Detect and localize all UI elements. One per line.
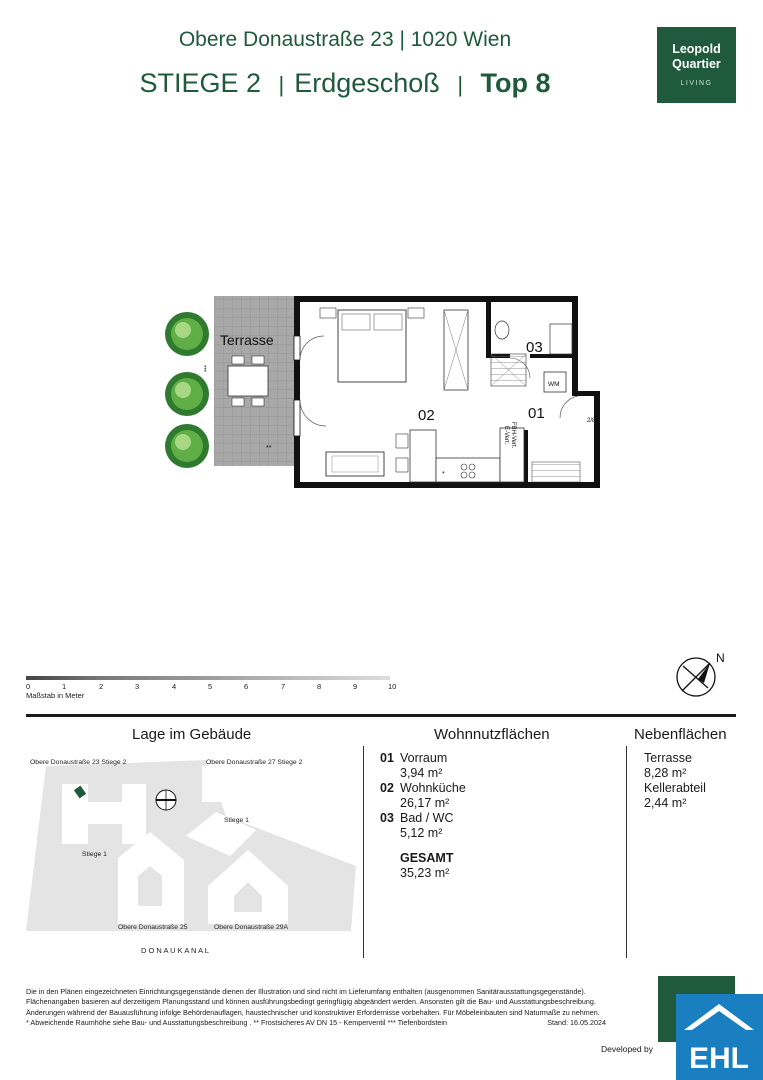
plan-date: Stand: 16.05.2024: [547, 1017, 606, 1027]
kitchen-counter: [436, 458, 500, 482]
room-02-label: 02: [418, 407, 435, 424]
scale-tick: 2: [99, 682, 104, 691]
scale-tick: 0: [26, 682, 31, 691]
svg-text:Stiege 1: Stiege 1: [224, 817, 249, 824]
disclaimer-line: Flächenangaben basieren auf derzeitigem Planungsstand und können ausführungsbedingt geringfügig abgeändert werden. Ansonsten gilt die Bau- und Ausstattungsbeschreibung.: [26, 997, 596, 1007]
location-heading: Lage im Gebäude: [132, 726, 252, 743]
separator: |: [278, 72, 285, 97]
logo-line-2: Quartier: [672, 57, 721, 71]
living-areas-list: [380, 751, 466, 881]
terrace-label: Terrasse: [220, 332, 274, 348]
svg-text:Obere Donaustraße 29A: Obere Donaustraße 29A: [214, 924, 289, 931]
living-areas-heading: Wohnnutzflächen: [434, 726, 550, 743]
location-map: [26, 756, 366, 962]
room-03-label: 03: [526, 339, 543, 356]
disclaimer-line: Änderungen während der Bauausführung infolge Behördenauflagen, haustechnischer und konstruktiver Erfordernisse vorbehalten. Für Möbeleinbauten sind Naturmaße zu nehmen.: [26, 1007, 600, 1017]
leopold-quartier-logo: [657, 27, 736, 103]
logo-line-1: Leopold: [672, 42, 721, 56]
disclaimer-line: Die in den Plänen eingezeichneten Einrichtungsgegenstände dienen der Illustration und sind nicht im Lieferumfang enthalten (ausgenommen Sanitärausstattungsgegenstände).: [26, 987, 586, 996]
svg-text:D O N A U K A N A L: D O N A U K A N A L: [141, 946, 209, 955]
disclaimer-line: * Abweichende Raumhöhe siehe Bau- und Ausstattungsbeschreibung . ** Frostsicheres AV DN 15 - Kemperventil *** Tiefenbordstein: [26, 1017, 447, 1027]
scale-caption: Maßstab in Meter: [26, 691, 85, 700]
scale-bar: [26, 676, 406, 700]
mark-star: *: [442, 471, 445, 478]
area-value: 8,28 m²: [644, 766, 687, 780]
area-value: 5,12 m²: [400, 826, 443, 840]
area-value: 2,44 m²: [644, 796, 687, 810]
mark-double-star: **: [266, 445, 272, 452]
column-divider: [626, 746, 627, 958]
compass-icon: [672, 650, 736, 700]
svg-text:Stiege 1: Stiege 1: [82, 851, 107, 858]
area-value: 3,94 m²: [400, 766, 443, 780]
scale-tick: 3: [135, 682, 140, 691]
scale-tick: 7: [281, 682, 286, 691]
floor-label: Erdgeschoß: [294, 68, 440, 98]
scale-tick: 6: [244, 682, 249, 691]
trees: [165, 312, 209, 468]
top-label: Top 8: [480, 68, 551, 98]
fbh-label: FBH-Vert.: [510, 422, 516, 449]
area-row: 02 Wohnküche: [380, 781, 466, 795]
svg-text:Obere Donaustraße 27 Stiege 2: Obere Donaustraße 27 Stiege 2: [206, 759, 303, 766]
scale-tick: 4: [172, 682, 177, 691]
secondary-areas-heading: Nebenflächen: [634, 726, 727, 743]
ehl-text: EHL: [689, 1042, 749, 1075]
mark-triple-star: ***: [200, 365, 206, 373]
column-divider: [363, 746, 364, 958]
area-value: 26,17 m²: [400, 796, 450, 810]
scale-tick: 1: [62, 682, 67, 691]
scale-tick: 5: [208, 682, 213, 691]
address-line: Obere Donaustraße 23 | 1020 Wien: [178, 28, 512, 51]
separator: |: [457, 72, 464, 97]
scale-tick: 8: [317, 682, 322, 691]
room-01-label: 01: [528, 405, 545, 422]
logo-line-3: LIVING: [680, 80, 713, 87]
scale-tick: 9: [353, 682, 358, 691]
sofa: [326, 452, 384, 476]
toilet: [495, 321, 509, 339]
area-name: Kellerabteil: [644, 781, 706, 795]
evert-label: E-Vert.: [503, 426, 509, 445]
staircase-label: STIEGE 2: [139, 68, 261, 98]
developed-by-label: Developed by: [601, 1044, 653, 1054]
svg-text:Obere Donaustraße 25: Obere Donaustraße 25: [118, 924, 188, 931]
disclaimer: [26, 987, 606, 1028]
bed: [338, 310, 406, 382]
area-row: 03 Bad / WC: [380, 811, 454, 825]
floor-plan: [160, 290, 605, 495]
wm-label: WM: [548, 381, 560, 388]
area-row: 01 Vorraum: [380, 751, 448, 765]
secondary-areas-list: [644, 751, 706, 811]
scale-tick: 10: [388, 682, 397, 691]
svg-text:Obere Donaustraße 23 Stiege 2: Obere Donaustraße 23 Stiege 2: [30, 759, 127, 766]
terrace-table: [228, 366, 268, 396]
shaft-label: 2/8: [587, 418, 596, 424]
area-name: Terrasse: [644, 751, 692, 765]
ehl-logo: [676, 994, 763, 1080]
unit-title: [0, 68, 690, 99]
divider: [26, 714, 736, 717]
total-value: 35,23 m²: [400, 866, 450, 880]
total-label: GESAMT: [400, 851, 454, 865]
north-label: N: [716, 651, 725, 665]
sink: [550, 324, 572, 354]
